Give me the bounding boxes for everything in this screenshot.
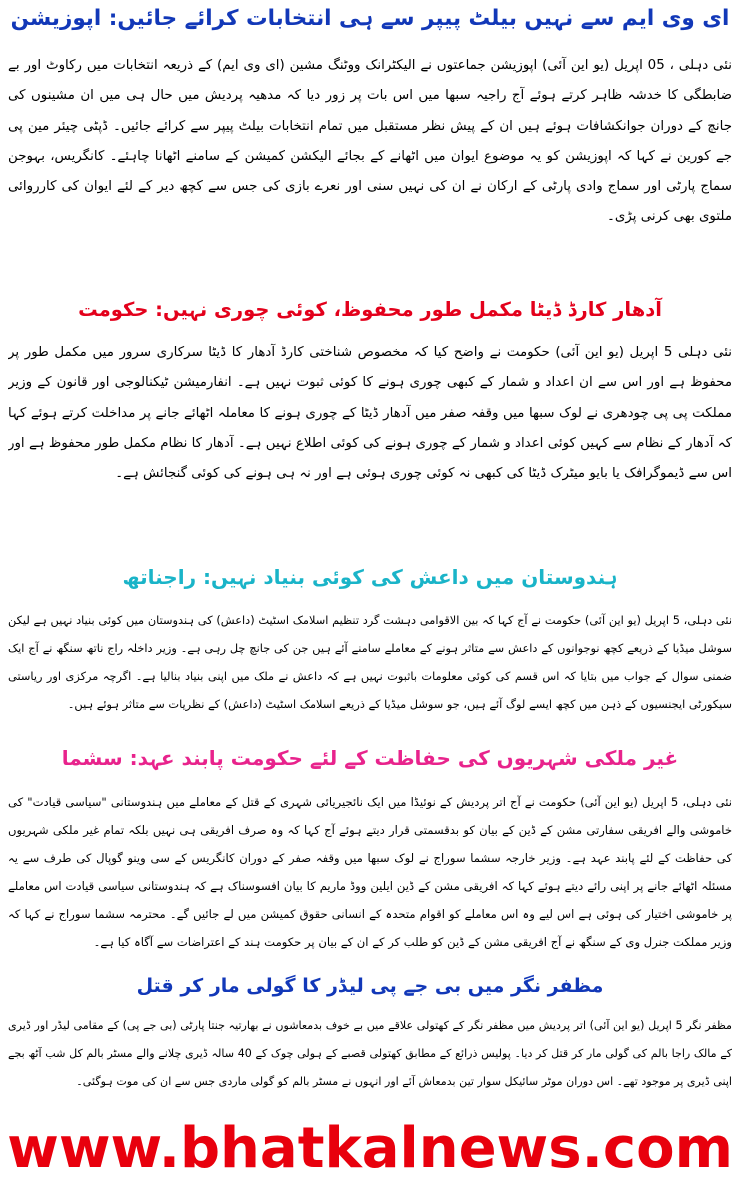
story-body: نئی دہلی، 5 اپریل (یو این آئی) حکومت نے آج کہا کہ بین الاقوامی دہشت گرد تنظیم اسلامک اسٹیٹ (داعش) کی ہندوستان میں کوئی بنیاد نہیں ہے لیکن سوشل میڈیا کے ذریعے کچھ نوجوانوں کے داعش سے متاثر ہونے کے معاملے سامنے آئے ہیں جن کی جانچ چل رہی ہے۔ وزیر داخلہ راج ناتھ سنگھ نے آج ایک ضمنی سوال کے جواب میں بتایا کہ اس قسم کی کوئی معلومات باثبوت نہیں ہے کہ داعش نے ملک میں اپنی بنیاد بنالیا ہے۔ اگرچہ مرکزی اور ریاستی سیکورٹی ایجنسیوں کے ذہن میں کچھ ایسے لوگ آئے ہیں، جو سوشل میڈیا کے ذریعے اسلامک اسٹیٹ (داعش) کے نظریات سے متاثر ہوئے ہیں۔ bbox=[8, 613, 732, 711]
story-headline: آدھار کارڈ ڈیٹا مکمل طور محفوظ، کوئی چوری نہیں: حکومت bbox=[78, 298, 662, 321]
news-story bbox=[0, 2, 740, 292]
story-body: نئی دہلی ، 05 اپریل (یو این آئی) اپوزیشن جماعتوں نے الیکٹرانک ووٹنگ مشین (ای وی ایم) کے ذریعہ انتخابات میں رکاوٹ اور بے ضابطگی کا خدشہ ظاہر کرتے ہوئے آج راجیہ سبھا میں اس بات پر زور دیا کہ مدھیہ پردیش میں حال ہی میں ان مشینوں کی جانچ کے دوران جوانکشافات ہوئے ہیں ان کے پیش نظر مستقبل میں تمام انتخابات بیلٹ پیپر سے کرائے جائیں۔ ڈپٹی چیئر مین پی جے کورین نے کہا کہ اپوزیشن کو یہ موضوع ایوان میں اٹھانے کے بجائے الیکشن کمیشن کے سامنے اٹھانا چاہئے۔ کانگریس، بہوجن سماج پارٹی اور سماج وادی پارٹی کے ارکان نے ان کی نہیں سنی اور نعرے بازی کی جس سے کچھ دیر کے لئے ایوان کی کارروائی ملتوی بھی کرنی پڑی۔ bbox=[8, 58, 732, 225]
news-story bbox=[0, 736, 740, 958]
news-story bbox=[0, 968, 740, 1118]
story-body: مظفر نگر 5 اپریل (یو این آئی) اتر پردیش میں مظفر نگر کے کھتولی علاقے میں بے خوف بدمعاشوں نے بھارتیہ جنتا پارٹی (بی جے پی) کے مقامی لیڈر اور ڈیری کے مالک راجا بالم کی گولی مار کر قتل کر دیا۔ پولیس ذرائع کے مطابق کھتولی قصبے کے ہولی چوک کے 40 سالہ ڈیری چلانے والے مسٹر بالم کل شب آٹھ بجے اپنی ڈیری پر موجود تھے۔ اس دوران موٹر سائیکل سوار تین بدمعاش آئے اور انہوں نے مسٹر بالم کو گولی ماردی جس سے ان کی موت ہوگئی۔ bbox=[8, 1019, 732, 1088]
story-body: نئی دہلی 5 اپریل (یو این آئی) حکومت نے واضح کیا کہ مخصوص شناختی کارڈ آدھار کا ڈیٹا سرکاری سرور میں مکمل طور پر محفوظ ہے اور اس سے ان اعداد و شمار کے کبھی چوری ہونے کا کوئی ثبوت نہیں ہے۔ انفارمیشن ٹیکنالوجی اور قانون کے وزیر مملکت پی پی چودھری نے لوک سبھا میں وقفہ صفر میں آدھار ڈیٹا کے چوری ہونے کا معاملہ اٹھائے جانے پر مداخلت کرتے ہوئے کہا کہ آدھار کے نظام سے کہیں کوئی اعداد و شمار کے چوری ہونے کی کوئی اطلاع نہیں ہے۔ آدھار کا نظام مکمل طور محفوظ ہے اور اس سے ڈیموگرافک یا بایو میٹرک ڈیٹا کی کبھی نہ کوئی چوری ہوئی ہے اور نہ ہی ہونے کی کوئی گنجائش ہے۔ bbox=[8, 345, 732, 482]
story-headline: مظفر نگر میں بی جے پی لیڈر کا گولی مار کر قتل bbox=[136, 975, 604, 997]
story-body: نئی دہلی، 5 اپریل (یو این آئی) حکومت نے آج اتر پردیش کے نوئیڈا میں ایک نائجیریائی شہری کے قتل کے معاملے میں ہندوستانی "سیاسی قیادت" کی خاموشی والے افریقی سفارتی مشن کے ڈین کے بیان کو بدقسمتی قرار دیتے ہوئے آج کہا کہ وہ صرف افریقی ہی نہیں بلکہ تمام غیر ملکی شہریوں کی حفاظت کے لئے پابند عہد ہے۔ وزیر خارجہ سشما سوراج نے لوک سبھا میں وقفہ صفر کے دوران کانگریس کے سی وینو گوپال کی طرف سے یہ مسئلہ اٹھائے جانے پر اپنی رائے دیتے ہوئے کہا کہ افریقی مشن کے ڈین ایلین ووڈ ماریم کا بیان افسوسناک ہے کہ ہندوستانی سیاسی قیادت اس معاملے پر خاموشی اختیار کی ہوئی ہے اس لیے وہ اس معاملے کو اقوام متحدہ کے انسانی حقوق کمیشن میں لے جائیں گے۔ محترمہ سشما سوراج نے کہا کہ وزیر مملکت جنرل وی کے سنگھ نے آج افریقی مشن کے ڈین کو طلب کر کے ان کے بیان پر حکومت ہند کے اعتراضات سے آگاہ کیا ہے۔ bbox=[8, 795, 732, 949]
news-story bbox=[0, 294, 740, 544]
story-headline: ہندوستان میں داعش کی کوئی بنیاد نہیں: راجناتھ bbox=[122, 565, 618, 589]
footer-website-url[interactable]: www.bhatkalnews.com bbox=[7, 1116, 733, 1181]
news-story bbox=[0, 558, 740, 726]
story-headline: ای وی ایم سے نہیں بیلٹ پیپر سے ہی انتخابات کرائے جائیں: اپوزیشن bbox=[10, 6, 730, 31]
story-headline: غیر ملکی شہریوں کی حفاظت کے لئے حکومت پابند عہد: سشما bbox=[61, 746, 679, 770]
